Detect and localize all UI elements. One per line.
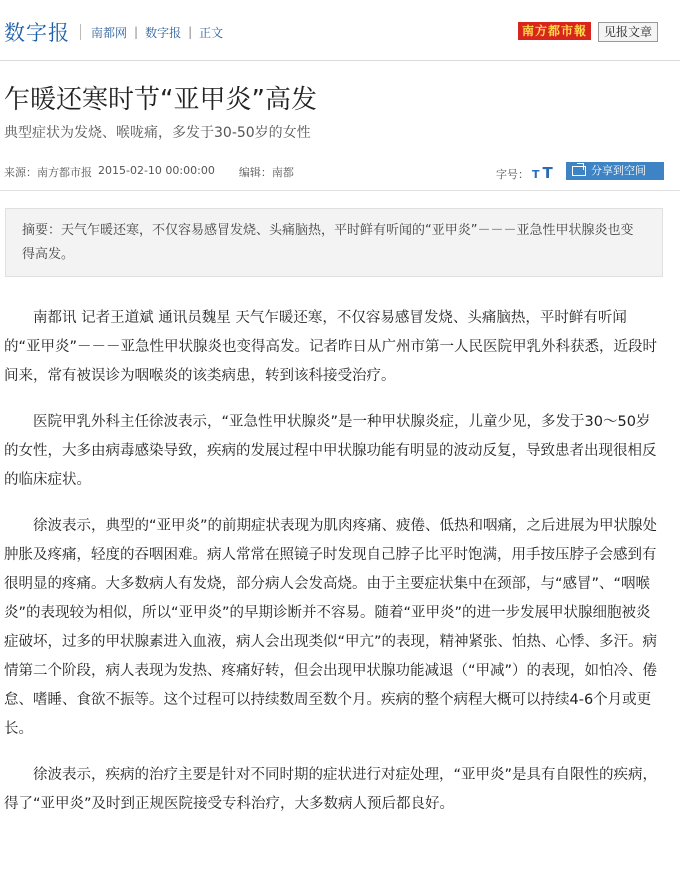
breadcrumb-item-article: 正文	[199, 25, 224, 40]
breadcrumb-separator: |	[134, 25, 139, 39]
font-size-label: 字号：	[496, 168, 529, 181]
share-button[interactable]	[566, 162, 664, 180]
article-meta	[4, 164, 294, 180]
breadcrumb	[80, 24, 223, 40]
meta-divider	[0, 190, 680, 191]
article-subtitle: 典型症状为发烧、喉咙痛，多发于30-50岁的女性	[4, 125, 311, 141]
newspaper-logo[interactable]: 南方都市報	[518, 22, 591, 40]
article-source: 来源：南方都市报	[4, 166, 92, 179]
article-abstract: 摘要：天气乍暖还寒，不仅容易感冒发烧、头痛脑热，平时鲜有听闻的“亚甲炎”－－－亚急性甲状腺炎也变得高发。	[5, 208, 663, 277]
font-size-control	[496, 164, 553, 182]
article-datetime: 2015-02-10 00:00:00	[98, 164, 215, 177]
view-paper-button[interactable]: 见报文章	[598, 22, 658, 42]
article-body	[4, 304, 660, 836]
share-icon	[572, 166, 586, 176]
top-header	[0, 0, 680, 62]
article-paragraph: 医院甲乳外科主任徐波表示，“亚急性甲状腺炎”是一种甲状腺炎症，儿童少见，多发于30～50岁的女性，大多由病毒感染导致，疾病的发展过程中甲状腺功能有明显的波动反复，导致患者出现很相反的临床症状。	[4, 414, 657, 488]
article-editor: 编辑：南都	[238, 166, 294, 179]
article-paragraph: 南都讯 记者王道斌 通讯员魏星 天气乍暖还寒，不仅容易感冒发烧、头痛脑热，平时鲜有听闻的“亚甲炎”－－－亚急性甲状腺炎也变得高发。记者昨日从广州市第一人民医院甲乳外科获悉，近段时间来，常有被误诊为咽喉炎的该类病患，转到该科接受治疗。	[4, 310, 658, 384]
article-paragraph: 徐波表示，疾病的治疗主要是针对不同时期的症状进行对症处理，“亚甲炎”是具有自限性的疾病，得了“亚甲炎”及时到正规医院接受专科治疗，大多数病人预后都良好。	[4, 767, 658, 812]
header-divider	[0, 60, 680, 61]
font-small-button[interactable]: T	[532, 168, 540, 181]
section-brand[interactable]: 数字报	[4, 21, 70, 45]
article-title: 乍暖还寒时节“亚甲炎”高发	[4, 85, 317, 115]
font-large-button[interactable]: T	[542, 164, 553, 182]
article-paragraph: 徐波表示，典型的“亚甲炎”的前期症状表现为肌肉疼痛、疲倦、低热和咽痛，之后进展为甲状腺处肿胀及疼痛，轻度的吞咽困难。病人常常在照镜子时发现自己脖子比平时饱满，用手按压脖子会感到有很明显的疼痛。大多数病人有发烧，部分病人会发高烧。由于主要症状集中在颈部，与“感冒”、“咽喉炎”的表现较为相似，所以“亚甲炎”的早期诊断并不容易。随着“亚甲炎”的进一步发展甲状腺细胞被炎症破坏，过多的甲状腺素进入血液，病人会出现类似“甲亢”的表现，精神紧张、怕热、心悸、多汗。病情第二个阶段，病人表现为发热、疼痛好转，但会出现甲状腺功能减退（“甲减”）的表现，如怕冷、倦怠、嗜睡、食欲不振等。这个过程可以持续数周至数个月。疾病的整个病程大概可以持续4-6个月或更长。	[4, 518, 658, 737]
breadcrumb-item-digital-paper[interactable]: 数字报	[145, 25, 182, 40]
breadcrumb-item-home[interactable]: 南都网	[91, 25, 128, 40]
share-label: 分享到空间	[591, 164, 646, 177]
breadcrumb-separator: |	[188, 25, 193, 39]
